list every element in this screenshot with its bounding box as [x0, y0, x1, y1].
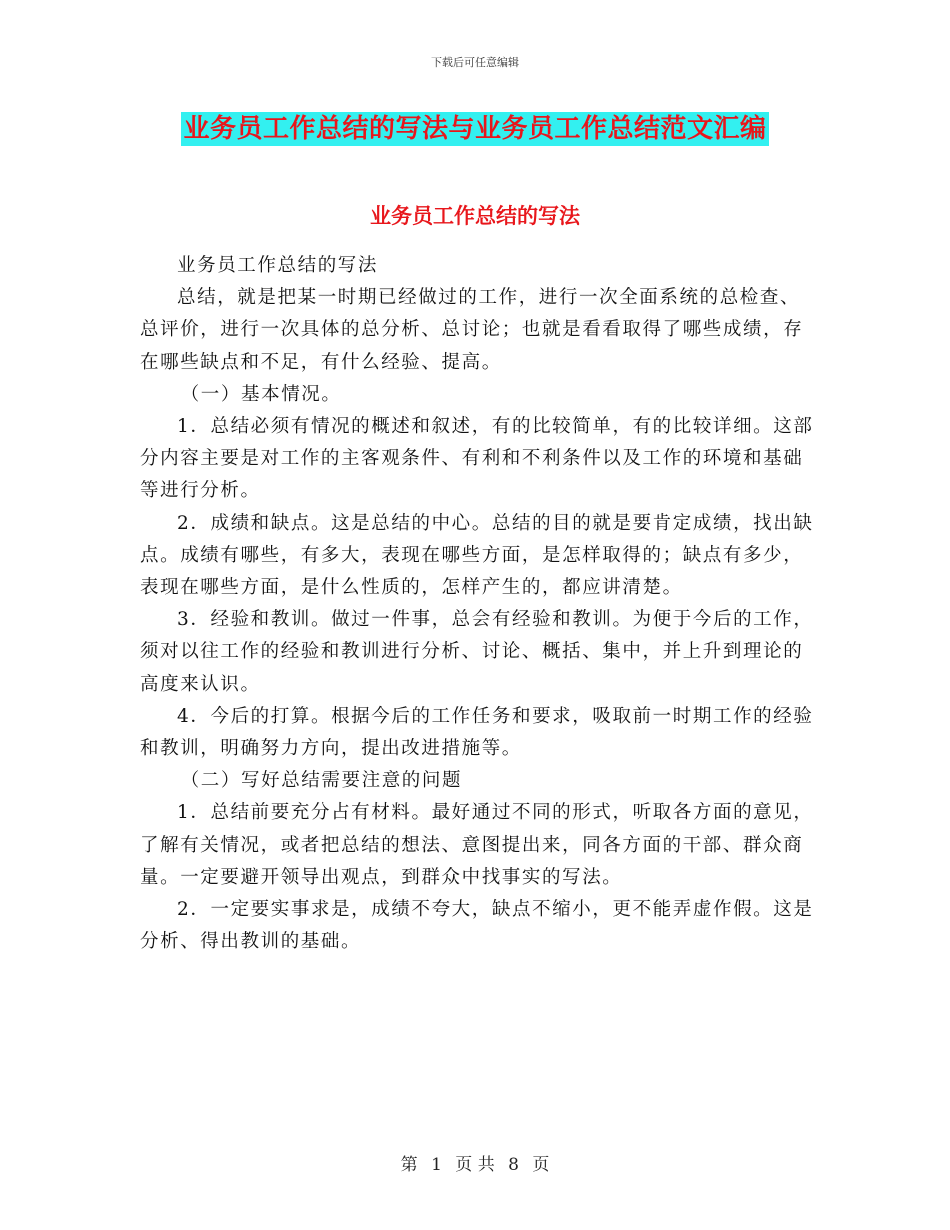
paragraph: 2．一定要实事求是，成绩不夸大，缺点不缩小，更不能弄虚作假。这是分析、得出教训的基础。 — [140, 899, 814, 953]
section-title: 业务员工作总结的写法 — [370, 204, 580, 228]
paragraph: 总结，就是把某一时期已经做过的工作，进行一次全面系统的总检查、总评价，进行一次具体的总分析、总讨论；也就是看看取得了哪些成绩，存在哪些缺点和不足，有什么经验、提高。 — [140, 287, 804, 373]
subsection-heading: （一）基本情况。 — [180, 383, 342, 405]
page-current: 1 — [431, 1155, 442, 1175]
paragraph: 4．今后的打算。根据今后的工作任务和要求，吸取前一时期工作的经验和教训，明确努力方向，提出改进措施等。 — [140, 705, 814, 760]
page-footer — [0, 1150, 950, 1175]
page-total: 8 — [508, 1155, 519, 1175]
paragraph: 3．经验和教训。做过一件事，总会有经验和教训。为便于今后的工作，须对以往工作的经验和教训进行分析、讨论、概括、集中，并上升到理论的高度来认识。 — [140, 609, 814, 695]
document-body — [140, 250, 820, 958]
subsection-heading: （二）写好总结需要注意的问题 — [180, 770, 463, 792]
document-title: 业务员工作总结的写法与业务员工作总结范文汇编 — [183, 114, 767, 144]
paragraph-heading: 业务员工作总结的写法 — [177, 255, 379, 276]
page-label-suffix: 页 — [532, 1155, 550, 1175]
page-label-mid: 页 共 — [455, 1155, 495, 1175]
header-note: 下载后可任意编辑 — [431, 56, 519, 69]
document-title-container — [0, 112, 950, 146]
paragraph: 1．总结必须有情况的概述和叙述，有的比较简单，有的比较详细。这部分内容主要是对工作的主客观条件、有利和不利条件以及工作的环境和基础等进行分析。 — [140, 416, 814, 502]
paragraph: 1．总结前要充分占有材料。最好通过不同的形式，听取各方面的意见，了解有关情况，或者把总结的想法、意图提出来，同各方面的干部、群众商量。一定要避开领导出观点，到群众中找事实的写法。 — [140, 802, 814, 888]
page-label-prefix: 第 — [400, 1155, 418, 1175]
paragraph: 2．成绩和缺点。这是总结的中心。总结的目的就是要肯定成绩，找出缺点。成绩有哪些，有多大，表现在哪些方面，是怎样取得的；缺点有多少，表现在哪些方面，是什么性质的，怎样产生的，都应讲清楚。 — [140, 512, 814, 599]
